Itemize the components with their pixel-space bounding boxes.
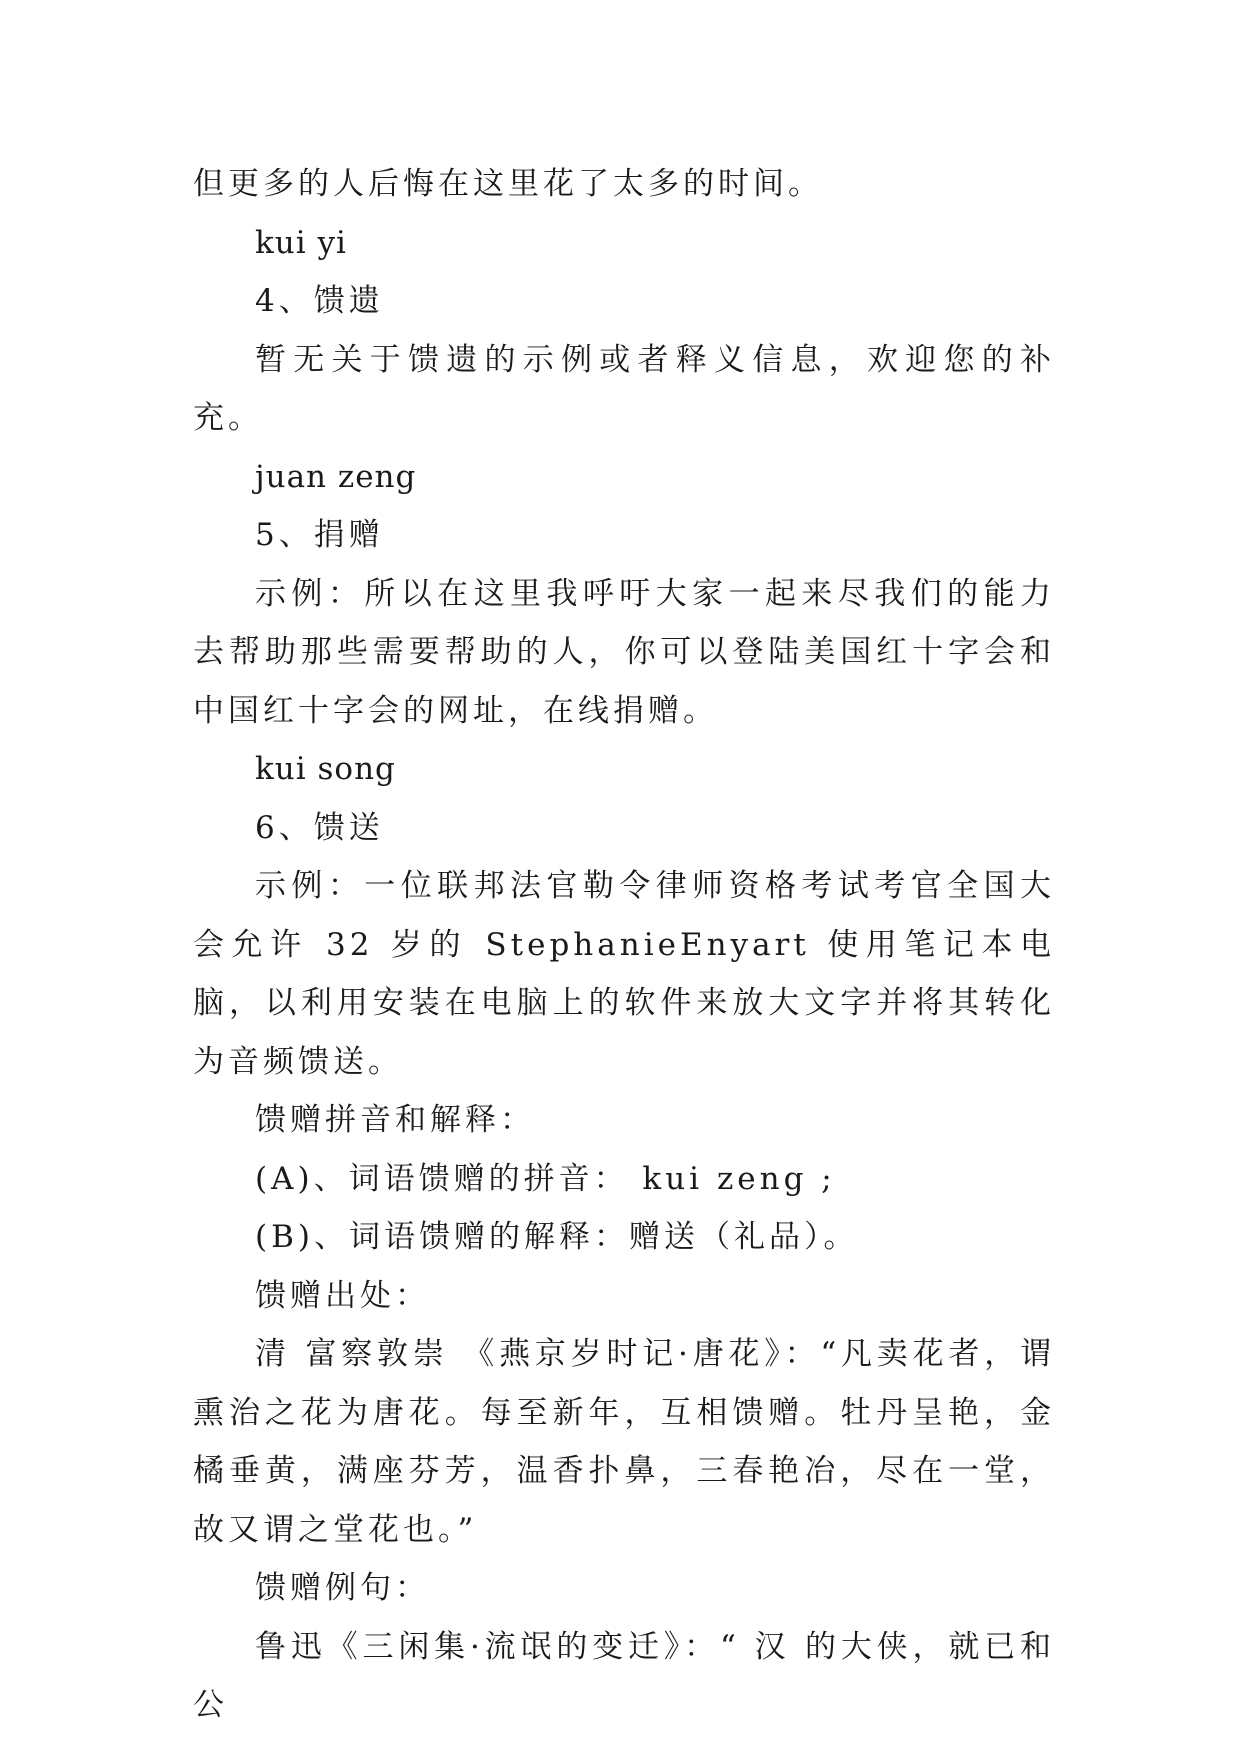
pinyin-line: kui song: [255, 751, 396, 787]
pinyin-line: juan zeng: [255, 458, 417, 495]
section-heading: 馈赠拼音和解释：: [255, 1102, 535, 1138]
paragraph: 但更多的人后悔在这里花了太多的时间。: [193, 166, 823, 202]
paragraph: 暂无关于馈遗的示例或者释义信息，欢迎您的补充。: [193, 341, 1055, 436]
paragraph: 示例：一位联邦法官勒令律师资格考试考官全国大会允许 32 岁的 StephanieEnyart 使用笔记本电脑，以利用安装在电脑上的软件来放大文字并将其转化为音频馈送。: [193, 868, 1055, 1080]
section-heading: 馈赠出处：: [255, 1277, 430, 1314]
paragraph: 鲁迅《三闲集·流氓的变迁》：“ 汉 的大侠，就已和公: [193, 1628, 1055, 1723]
paragraph: (A)、词语馈赠的拼音： kui zeng ;: [255, 1160, 836, 1197]
pinyin-line: kui yi: [255, 224, 347, 261]
paragraph: 清 富察敦崇 《燕京岁时记·唐花》：“凡卖花者，谓熏治之花为唐花。每至新年，互相馈赠。牡丹呈艳，金橘垂黄，满座芬芳，温香扑鼻，三春艳冶，尽在一堂，故又谓之堂花也。”: [193, 1336, 1055, 1548]
document-body: [193, 155, 1055, 1735]
paragraph: (B)、词语馈赠的解释：赠送（礼品）。: [255, 1219, 859, 1255]
entry-heading: 5、捐赠: [255, 517, 384, 553]
entry-heading: 6、馈送: [255, 809, 384, 846]
section-heading: 馈赠例句：: [255, 1570, 430, 1606]
entry-heading: 4、馈遗: [255, 283, 384, 319]
paragraph: 示例：所以在这里我呼吁大家一起来尽我们的能力去帮助那些需要帮助的人，你可以登陆美国红十字会和中国红十字会的网址，在线捐赠。: [193, 575, 1055, 729]
